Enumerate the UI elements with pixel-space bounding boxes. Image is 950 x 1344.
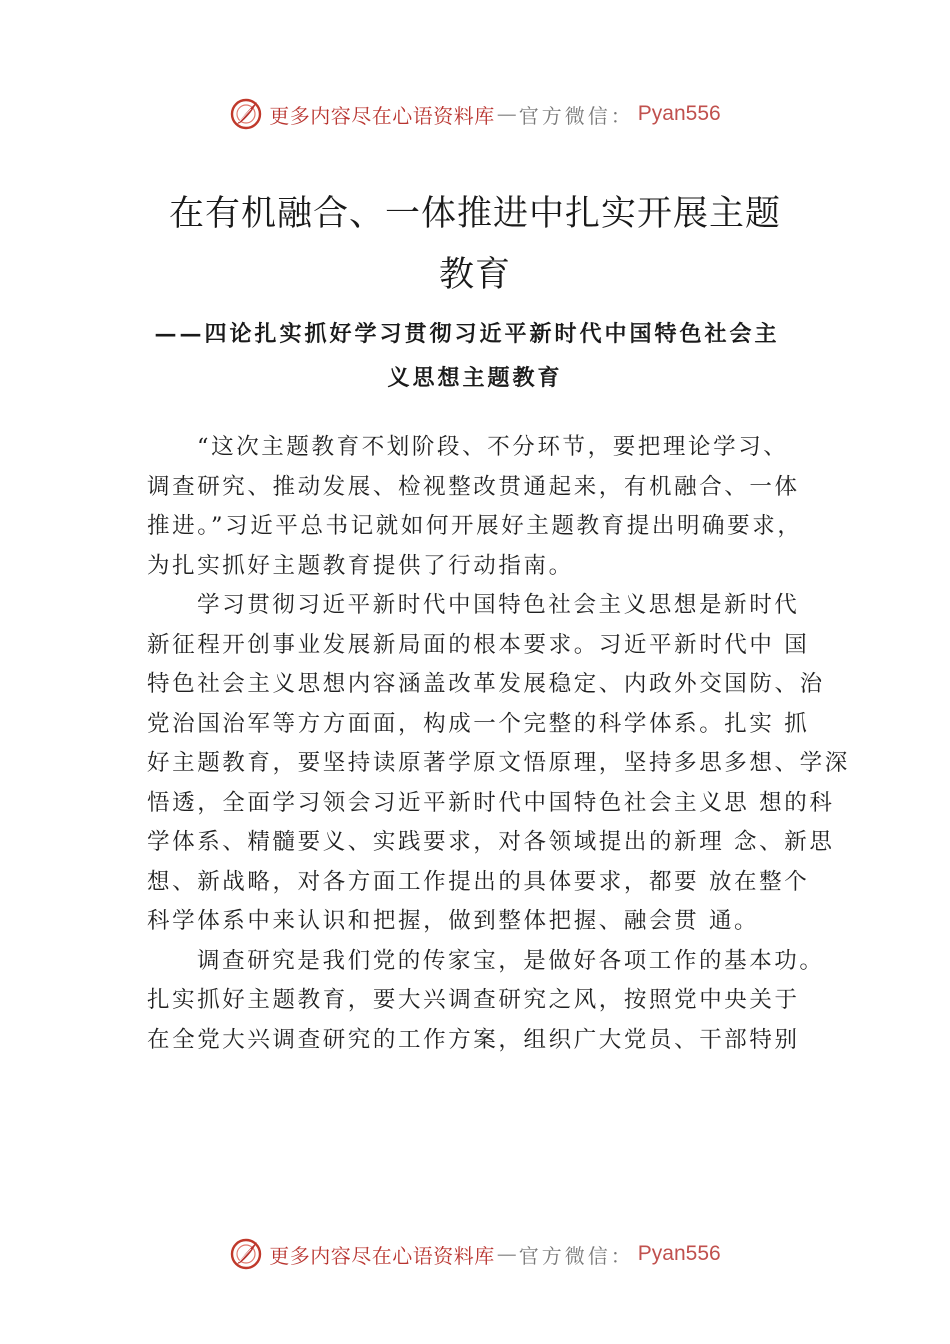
header-watermark	[0, 94, 950, 134]
body-line: 推进。”习近平总书记就如何开展好主题教育提出明确要求，	[147, 513, 803, 539]
footer-watermark	[0, 1234, 950, 1274]
body-line: 在全党大兴调查研究的工作方案，组织广大党员、干部特别	[147, 1026, 800, 1053]
watermark-dash: —	[496, 102, 517, 126]
feather-pen-logo-icon	[229, 97, 263, 131]
watermark-brand: 更多内容尽在心语资料库	[269, 1243, 495, 1268]
body-line: 新征程开创事业发展新局面的根本要求。习近平新时代中 国	[147, 631, 810, 658]
body-line: 调查研究是我们党的传家宝，是做好各项工作的基本功。	[197, 947, 825, 974]
body-line: 学习贯彻习近平新时代中国特色社会主义思想是新时代	[197, 592, 800, 618]
watermark-dash: —	[496, 1242, 517, 1266]
document-subtitle-line-1: ——四论扎实抓好学习贯彻习近平新时代中国特色社会主	[154, 321, 780, 347]
watermark-label: 官方微信：	[518, 103, 634, 128]
body-line: 扎实抓好主题教育，要大兴调查研究之风，按照党中央关于	[147, 987, 800, 1013]
watermark-brand: 更多内容尽在心语资料库	[269, 103, 495, 128]
body-line: 为扎实抓好主题教育提供了行动指南。	[147, 552, 574, 579]
body-line: 党治国治军等方方面面，构成一个完整的科学体系。扎实 抓	[147, 710, 810, 737]
body-line: “这次主题教育不划阶段、不分环节，要把理论学习、	[197, 434, 789, 460]
body-line: 学体系、精髓要义、实践要求，对各领域提出的新理 念、新思	[147, 829, 835, 855]
feather-pen-logo-icon	[229, 1237, 263, 1271]
watermark-wechat-id: Pyan556	[637, 1242, 721, 1265]
body-line: 科学体系中来认识和把握，做到整体把握、融会贯 通。	[147, 908, 760, 934]
document-title-line-1: 在有机融合、一体推进中扎实开展主题	[168, 194, 781, 234]
body-line: 好主题教育，要坚持读原著学原文悟原理，坚持多思多想、学深	[147, 750, 850, 776]
body-line: 悟透，全面学习领会习近平新时代中国特色社会主义思 想的科	[147, 789, 835, 816]
document-subtitle-line-2: 义思想主题教育	[387, 365, 563, 391]
body-line: 调查研究、推动发展、检视整改贯通起来，有机融合、一体	[147, 473, 800, 500]
document-body	[147, 428, 850, 1060]
body-line: 想、新战略，对各方面工作提出的具体要求，都要 放在整个	[147, 868, 810, 895]
watermark-label: 官方微信：	[518, 1243, 634, 1268]
document-title-line-2: 教育	[438, 255, 511, 295]
body-line: 特色社会主义思想内容涵盖改革发展稳定、内政外交国防、治	[147, 671, 825, 697]
watermark-wechat-id: Pyan556	[637, 102, 721, 125]
